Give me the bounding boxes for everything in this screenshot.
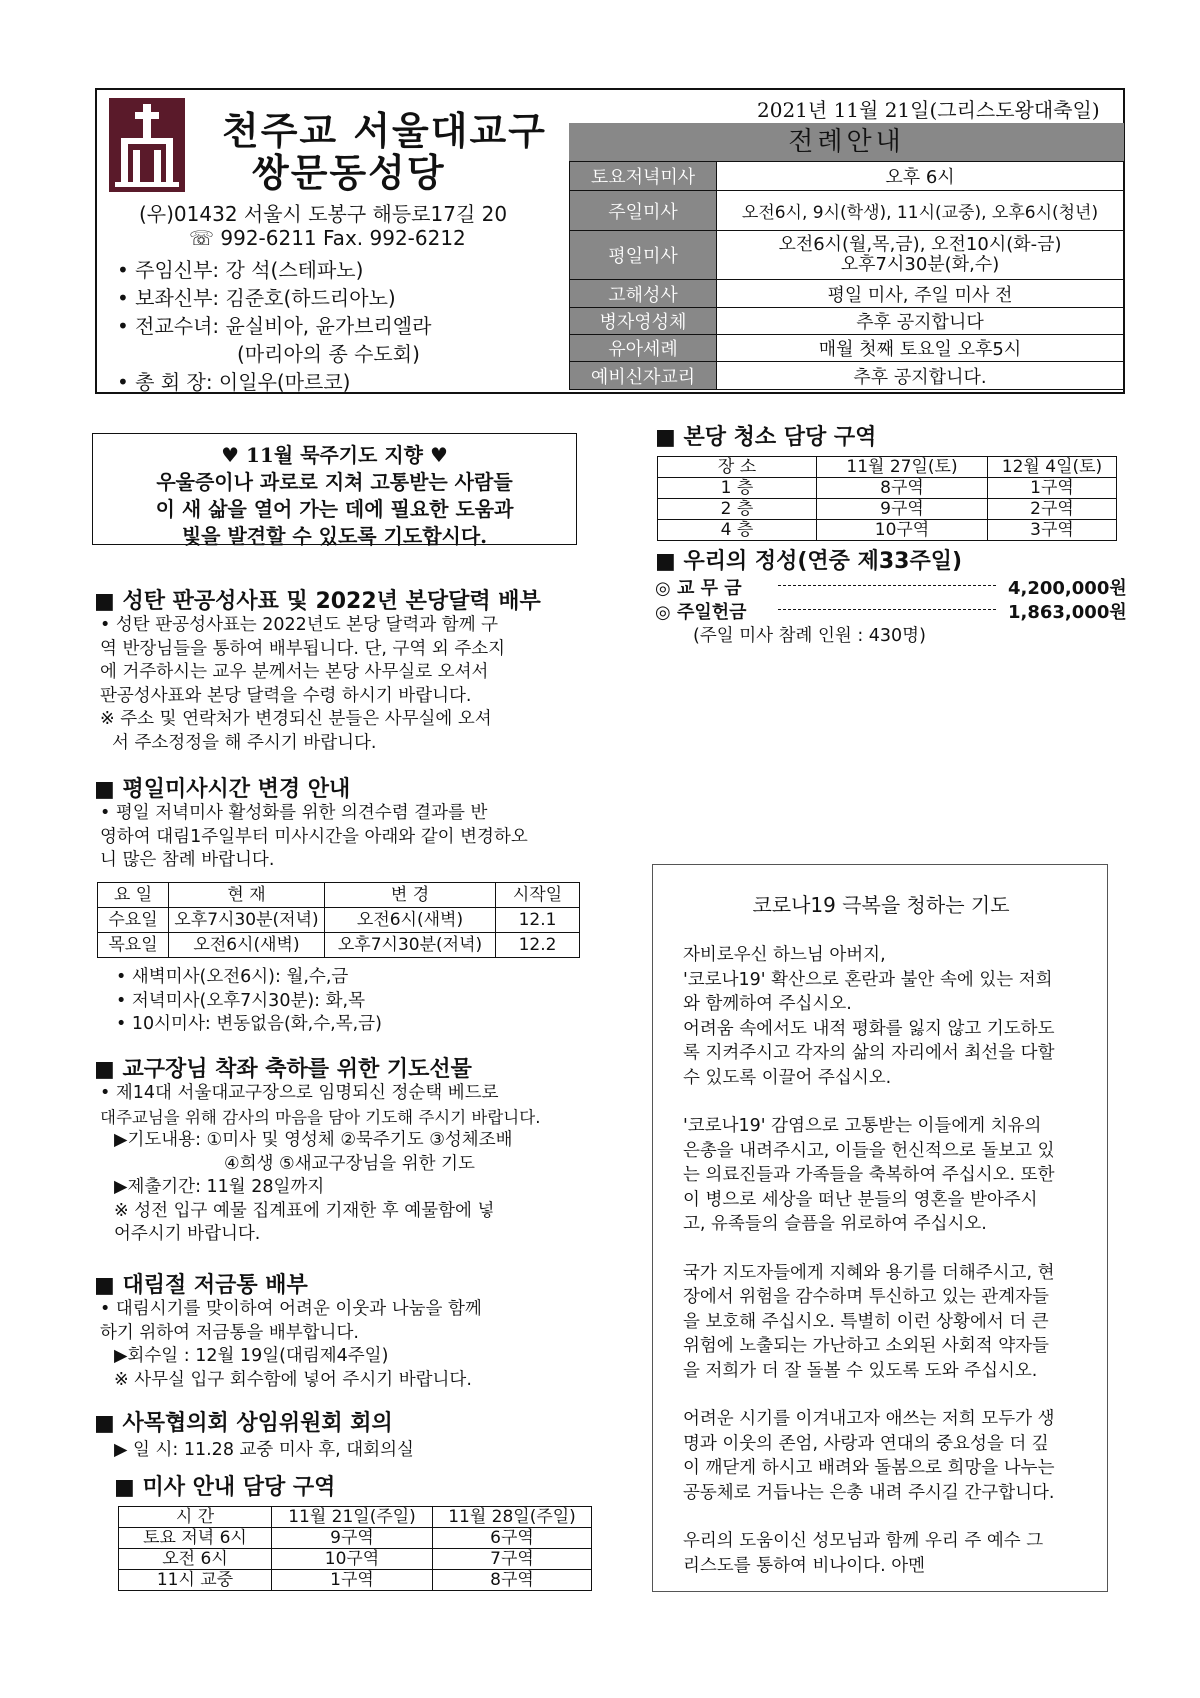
parish-logo	[109, 98, 185, 192]
liturgy-value: 매월 첫째 토요일 오후5시	[717, 335, 1124, 362]
body-line: 영하여 대림1주일부터 미사시간을 아래와 같이 변경하오	[100, 826, 528, 847]
liturgy-value	[717, 231, 1124, 280]
liturgy-row	[570, 362, 1124, 390]
covid-line: 을 저희가 더 잘 돌볼 수 있도록 도와 주십시오.	[683, 1360, 1038, 1381]
table-cell: 1구역	[988, 478, 1117, 499]
liturgy-value: 오전6시, 9시(학생), 11시(교중), 오후6시(청년)	[717, 191, 1124, 231]
liturgy-label: 고해성사	[570, 280, 717, 308]
liturgy-title: 전례안내	[569, 123, 1124, 161]
body-line: 서 주소정정을 해 주시기 바랍니다.	[112, 732, 377, 753]
liturgy-row	[570, 191, 1124, 231]
table-row	[119, 1570, 592, 1591]
covid-line: 국가 지도자들에게 지혜와 용기를 더해주시고, 현	[683, 1262, 1055, 1283]
church-icon	[109, 98, 185, 192]
parish-name-line2: 쌍문동성당	[252, 151, 446, 195]
covid-line: 수 있도록 이끌어 주십시오.	[683, 1067, 892, 1088]
prayer-intention-box	[92, 433, 577, 548]
covid-prayer-body	[683, 943, 1101, 1602]
covid-line: 공동체로 거듭나는 은총 내려 주시길 간구합니다.	[683, 1482, 1055, 1503]
section-body-calendar	[100, 614, 578, 755]
section-title-advent: ■ 대림절 저금통 배부	[94, 1273, 308, 1298]
liturgy-row	[570, 280, 1124, 308]
body-line: ▶회수일 : 12월 19일(대림제4주일)	[114, 1346, 389, 1366]
liturgy-label: 평일미사	[570, 231, 717, 280]
staff-pastor: • 주임신부: 강 석(스테파노)	[117, 258, 364, 282]
covid-line: 이 병으로 세상을 떠난 분들의 영혼을 받아주시	[683, 1189, 1038, 1210]
staff-order: (마리아의 종 수도회)	[237, 342, 420, 366]
table-row	[98, 933, 580, 958]
offering-amount-sunday: 1,863,000원	[1008, 602, 1127, 623]
table-header-cell: 11월 28일(주일)	[433, 1507, 592, 1528]
covid-line: 자비로우신 하느님 아버지,	[683, 945, 886, 965]
covid-paragraph	[683, 1114, 1101, 1237]
table-cell: 1 층	[658, 478, 817, 499]
council-schedule: ▶ 일 시: 11.28 교중 미사 후, 대회의실	[114, 1440, 414, 1460]
bulletin-date: 2021년 11월 21일(그리스도왕대축일)	[757, 98, 1100, 122]
covid-paragraph	[683, 1261, 1101, 1384]
table-cell: 11시 교중	[119, 1570, 272, 1591]
body-line: ※ 사무실 입구 회수함에 넣어 주시기 바랍니다.	[114, 1369, 472, 1390]
parish-address: (우)01432 서울시 도봉구 해등로17길 20	[139, 202, 508, 226]
weekday-mass-bullets	[116, 966, 382, 1037]
body-line: ④희생 ⑤새교구장님을 위한 기도	[224, 1153, 475, 1174]
covid-paragraph	[683, 943, 1101, 1090]
table-cell: 토요 저녁 6시	[119, 1528, 272, 1549]
table-header-cell: 현 재	[169, 883, 325, 908]
covid-line: 고, 유족들의 슬픔을 위로하여 주십시오.	[683, 1214, 987, 1234]
table-row	[658, 499, 1117, 520]
table-cell: 오후7시30분(저녁)	[169, 908, 325, 933]
table-cell: 10구역	[272, 1549, 433, 1570]
offering-label-tithe: ◎ 교 무 금	[655, 578, 742, 599]
section-body-advent	[100, 1298, 578, 1392]
bullet-item: • 저녁미사(오후7시30분): 화,목	[116, 990, 366, 1011]
liturgy-label: 주일미사	[570, 191, 717, 231]
section-title-calendar: ■ 성탄 판공성사표 및 2022년 본당달력 배부	[94, 589, 541, 614]
covid-line: 록 지켜주시고 각자의 삶의 자리에서 최선을 다할	[683, 1043, 1055, 1063]
body-line: 니 많은 참례 바랍니다.	[100, 850, 275, 870]
liturgy-label: 병자영성체	[570, 308, 717, 335]
table-cell: 12.2	[496, 933, 580, 958]
body-line: 어주시기 바랍니다.	[114, 1224, 261, 1244]
table-cell: 6구역	[433, 1528, 592, 1549]
bullet-item: • 새벽미사(오전6시): 월,수,금	[116, 967, 349, 987]
prayer-intention-line: 우울증이나 과로로 지쳐 고통받는 사람들	[156, 470, 513, 494]
body-line: ▶제출기간: 11월 28일까지	[114, 1177, 325, 1197]
body-line: • 성탄 판공성사표는 2022년도 본당 달력과 함께 구	[100, 615, 499, 635]
liturgy-value: 오후 6시	[717, 162, 1124, 191]
offering-amount-tithe: 4,200,000원	[1008, 578, 1127, 599]
table-header-cell: 시작일	[496, 883, 580, 908]
staff-president: • 총 회 장: 이일우(마르코)	[117, 370, 351, 394]
covid-line: 장에서 위험을 감수하며 투신하고 있는 관계자들	[683, 1287, 1049, 1307]
table-header-cell: 요 일	[98, 883, 169, 908]
offering-label-sunday: ◎ 주일헌금	[655, 602, 747, 623]
table-cell: 8구역	[433, 1570, 592, 1591]
body-line: ※ 성전 입구 예물 집계표에 기재한 후 예물함에 넣	[114, 1200, 495, 1221]
covid-paragraph	[683, 1529, 1101, 1578]
table-cell: 9구역	[817, 499, 988, 520]
liturgy-value-line: 오전6시(월,목,금), 오전10시(화-금)	[778, 234, 1062, 255]
parish-name-line1: 천주교 서울대교구	[222, 109, 547, 153]
table-header-cell: 시 간	[119, 1507, 272, 1528]
covid-line: '코로나19' 감염으로 고통받는 이들에게 치유의	[683, 1116, 1042, 1136]
mass-guide-table	[118, 1506, 592, 1591]
section-body-weekday-mass	[100, 802, 578, 873]
covid-line: 는 의료진들과 가족들을 축복하여 주십시오. 또한	[683, 1165, 1055, 1185]
body-line: • 제14대 서울대교구장으로 임명되신 정순택 베드로	[100, 1083, 499, 1103]
table-row	[119, 1549, 592, 1570]
table-header-row	[119, 1507, 592, 1528]
liturgy-label: 토요저녁미사	[570, 162, 717, 191]
section-title-council: ■ 사목협의회 상임위원회 회의	[94, 1411, 393, 1436]
section-title-mass-guide: ■ 미사 안내 담당 구역	[114, 1475, 336, 1500]
table-cell: 오후7시30분(저녁)	[325, 933, 496, 958]
section-title-cleaning: ■ 본당 청소 담당 구역	[655, 425, 877, 450]
covid-line: '코로나19' 확산으로 혼란과 불안 속에 있는 저희	[683, 969, 1053, 990]
covid-line: 우리의 도움이신 성모님과 함께 우리 주 예수 그	[683, 1531, 1044, 1551]
table-cell: 오전 6시	[119, 1549, 272, 1570]
offering-attendance: (주일 미사 참례 인원 : 430명)	[693, 626, 926, 646]
liturgy-value: 평일 미사, 주일 미사 전	[717, 280, 1124, 308]
covid-line: 명과 이웃의 존엄, 사랑과 연대의 중요성을 더 깊	[683, 1433, 1049, 1454]
table-cell: 12.1	[496, 908, 580, 933]
table-header-cell: 12월 4일(토)	[988, 457, 1117, 478]
offering-dots	[778, 609, 996, 610]
table-cell: 2구역	[988, 499, 1117, 520]
table-row	[98, 908, 580, 933]
covid-line: 이 깨닫게 하시고 배려와 돌봄으로 희망을 나누는	[683, 1458, 1055, 1478]
covid-line: 와 함께하여 주십시오.	[683, 994, 852, 1014]
table-row	[119, 1528, 592, 1549]
staff-sisters: • 전교수녀: 윤실비아, 윤가브리엘라	[117, 314, 432, 338]
liturgy-label: 예비신자교리	[570, 362, 717, 390]
table-header-cell: 장 소	[658, 457, 817, 478]
table-cell: 오전6시(새벽)	[325, 908, 496, 933]
weekday-mass-table	[97, 882, 580, 958]
covid-line: 어려운 시기를 이겨내고자 애쓰는 저희 모두가 생	[683, 1409, 1055, 1429]
body-line: ※ 주소 및 연락처가 변경되신 분들은 사무실에 오셔	[100, 709, 492, 729]
liturgy-row	[570, 335, 1124, 362]
table-cell: 2 층	[658, 499, 817, 520]
table-cell: 1구역	[272, 1570, 433, 1591]
liturgy-value-line: 오후7시30분(화,수)	[840, 254, 1000, 275]
cleaning-table	[657, 456, 1117, 541]
body-line: 판공성사표와 본당 달력을 수령 하시기 바랍니다.	[100, 685, 472, 706]
bullet-item: • 10시미사: 변동없음(화,수,목,금)	[116, 1014, 382, 1034]
parish-phone: ☏ 992-6211 Fax. 992-6212	[189, 226, 466, 250]
table-cell: 8구역	[817, 478, 988, 499]
liturgy-row	[570, 162, 1124, 191]
liturgy-table	[569, 161, 1124, 390]
table-cell: 9구역	[272, 1528, 433, 1549]
covid-line: 은총을 내려주시고, 이들을 헌신적으로 돌보고 있	[683, 1140, 1055, 1161]
liturgy-value: 추후 공지합니다.	[717, 362, 1124, 390]
covid-line: 을 보호해 주십시오. 특별히 이런 상황에서 더 큰	[683, 1311, 1049, 1332]
table-header-row	[98, 883, 580, 908]
covid-line: 위험에 노출되는 가난하고 소외된 사회적 약자들	[683, 1336, 1049, 1356]
liturgy-label: 유아세례	[570, 335, 717, 362]
body-line: 역 반장님들을 통하여 배부됩니다. 단, 구역 외 주소지	[100, 638, 506, 659]
table-header-row	[658, 457, 1117, 478]
section-title-offering: ■ 우리의 정성(연중 제33주일)	[655, 549, 963, 574]
staff-assistant: • 보좌신부: 김준호(하드리아노)	[117, 286, 396, 310]
table-header-cell: 11월 21일(주일)	[272, 1507, 433, 1528]
body-line: 하기 위하여 저금통을 배부합니다.	[100, 1322, 359, 1343]
prayer-intention-line: 빛을 발견할 수 있도록 기도합시다.	[181, 524, 488, 548]
table-row	[658, 520, 1117, 541]
table-cell: 7구역	[433, 1549, 592, 1570]
covid-line: 어려움 속에서도 내적 평화를 잃지 않고 기도하도	[683, 1018, 1055, 1039]
covid-paragraph	[683, 1407, 1101, 1505]
covid-line: 리스도를 통하여 비나이다. 아멘	[683, 1555, 926, 1576]
body-line: 에 거주하시는 교우 분께서는 본당 사무실로 오셔서	[100, 662, 489, 682]
body-line: • 대림시기를 맞이하여 어려운 이웃과 나눔을 함께	[100, 1299, 482, 1319]
table-header-cell: 변 경	[325, 883, 496, 908]
covid-prayer-box	[652, 864, 1108, 1592]
liturgy-row	[570, 231, 1124, 280]
liturgy-row	[570, 308, 1124, 335]
table-header-cell: 11월 27일(토)	[817, 457, 988, 478]
section-title-bishop: ■ 교구장님 착좌 축하를 위한 기도선물	[94, 1057, 472, 1082]
section-body-bishop	[100, 1082, 578, 1247]
table-cell: 4 층	[658, 520, 817, 541]
prayer-intention-title: ♥ 11월 묵주기도 지향 ♥	[221, 443, 448, 467]
prayer-intention-line: 이 새 삶을 열어 가는 데에 필요한 도움과	[155, 497, 514, 521]
table-cell: 10구역	[817, 520, 988, 541]
body-line: 대주교님을 위해 감사의 마음을 담아 기도해 주시기 바랍니다.	[100, 1107, 541, 1127]
body-line: • 평일 저녁미사 활성화를 위한 의견수렴 결과를 반	[100, 803, 488, 823]
liturgy-value: 추후 공지합니다	[717, 308, 1124, 335]
table-cell: 수요일	[98, 908, 169, 933]
table-cell: 오전6시(새벽)	[169, 933, 325, 958]
body-line: ▶기도내용: ①미사 및 영성체 ②묵주기도 ③성체조배	[114, 1130, 513, 1150]
covid-prayer-title: 코로나19 극복을 청하는 기도	[752, 893, 1010, 917]
table-cell: 목요일	[98, 933, 169, 958]
section-title-weekday-mass: ■ 평일미사시간 변경 안내	[94, 777, 351, 802]
offering-dots	[778, 585, 996, 586]
bulletin-header	[95, 88, 1125, 394]
table-row	[658, 478, 1117, 499]
table-cell: 3구역	[988, 520, 1117, 541]
